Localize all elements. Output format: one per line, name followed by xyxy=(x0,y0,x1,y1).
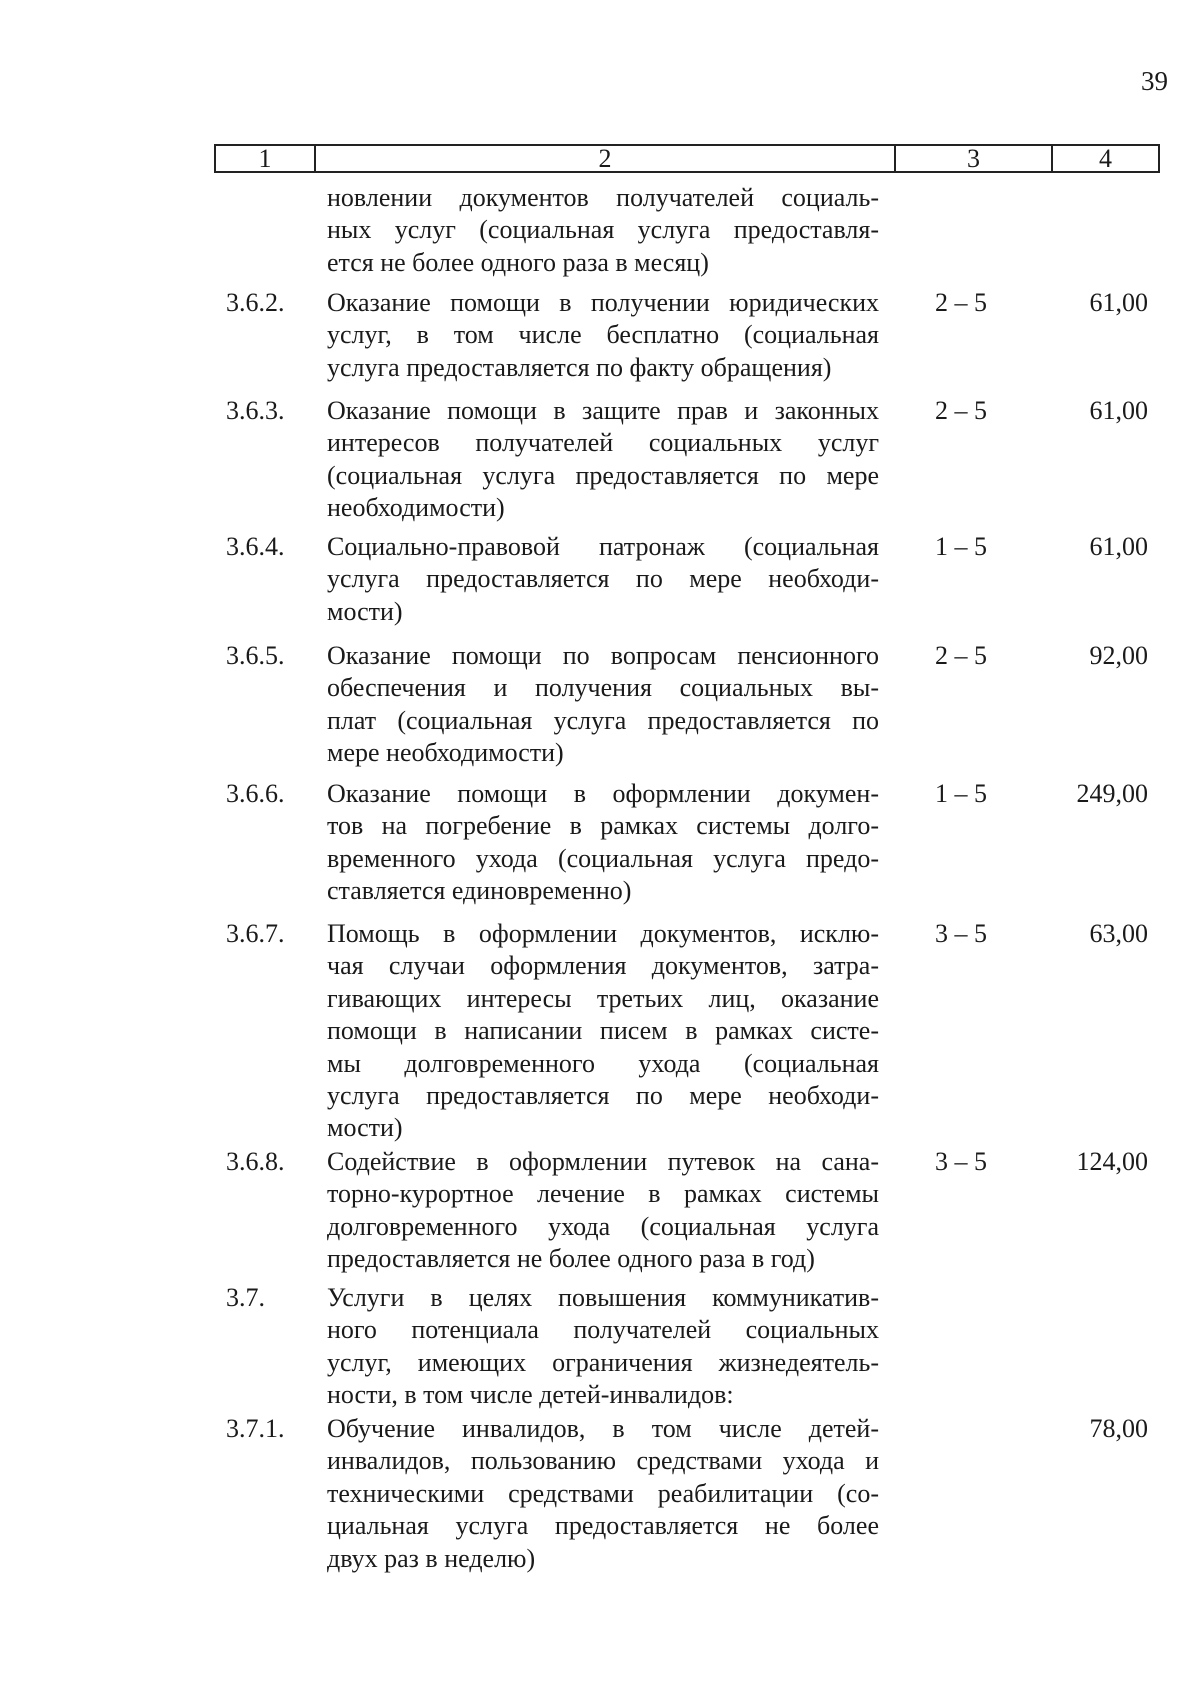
row-number: 3.7.1. xyxy=(226,1414,285,1443)
description-line: Оказание помощи в защите прав и законных xyxy=(327,396,879,425)
row-description xyxy=(327,531,879,628)
description-line: временного ухода (социальная услуга предо- xyxy=(327,843,879,873)
description-line: Помощь в оформлении документов, исклю- xyxy=(327,919,879,948)
row-description xyxy=(327,182,879,279)
row-range: 3 – 5 xyxy=(935,919,987,948)
row-price: 249,00 xyxy=(1076,779,1148,808)
row-description xyxy=(327,287,879,384)
row-description xyxy=(327,395,879,525)
row-description xyxy=(327,918,879,1145)
description-line: Обучение инвалидов, в том числе детей- xyxy=(327,1414,879,1443)
table-header-cell-2: 2 xyxy=(316,146,896,171)
description-line: ности, в том числе детей-инвалидов: xyxy=(327,1380,734,1410)
row-range: 2 – 5 xyxy=(935,396,987,425)
row-number: 3.6.2. xyxy=(226,288,285,317)
table-header-cell-1: 1 xyxy=(216,146,316,171)
description-line: долговременного ухода (социальная услуга xyxy=(327,1211,879,1241)
description-line: предоставляется не более одного раза в год) xyxy=(327,1244,815,1274)
description-line: инвалидов, пользованию средствами ухода и xyxy=(327,1446,879,1476)
table-header-row xyxy=(214,144,1160,173)
description-line: ставляется единовременно) xyxy=(327,876,632,906)
description-line: помощи в написании писем в рамках систе- xyxy=(327,1016,879,1046)
row-number: 3.6.4. xyxy=(226,532,285,561)
description-line: Социально-правовой патронаж (социальная xyxy=(327,532,879,561)
row-price: 61,00 xyxy=(1089,396,1148,425)
row-range: 2 – 5 xyxy=(935,641,987,670)
row-range: 2 – 5 xyxy=(935,288,987,317)
row-range: 1 – 5 xyxy=(935,532,987,561)
description-line: Оказание помощи по вопросам пенсионного xyxy=(327,641,879,670)
description-line: интересов получателей социальных услуг xyxy=(327,428,879,458)
table-header-cell-4: 4 xyxy=(1099,143,1112,173)
row-price: 61,00 xyxy=(1089,532,1148,561)
row-description xyxy=(327,1282,879,1412)
description-line: плат (социальная услуга предоставляется по xyxy=(327,705,879,735)
row-range: 1 – 5 xyxy=(935,779,987,808)
row-price: 78,00 xyxy=(1089,1414,1148,1443)
description-line: ного потенциала получателей социальных xyxy=(327,1315,879,1345)
description-line: циальная услуга предоставляется не более xyxy=(327,1511,879,1541)
description-line: мере необходимости) xyxy=(327,738,564,768)
row-description xyxy=(327,778,879,908)
description-line: мости) xyxy=(327,596,403,626)
description-line: услуга предоставляется по факту обращения) xyxy=(327,352,832,382)
row-number: 3.7. xyxy=(226,1283,265,1312)
description-line: ется не более одного раза в месяц) xyxy=(327,247,709,277)
row-number: 3.6.8. xyxy=(226,1147,285,1176)
description-line: (социальная услуга предоставляется по мере xyxy=(327,460,879,490)
row-number: 3.6.7. xyxy=(226,919,285,948)
row-price: 61,00 xyxy=(1089,288,1148,317)
row-range: 3 – 5 xyxy=(935,1147,987,1176)
description-line: двух раз в неделю) xyxy=(327,1543,536,1573)
description-line: чая случаи оформления документов, затра- xyxy=(327,951,879,981)
row-number: 3.6.3. xyxy=(226,396,285,425)
description-line: ных услуг (социальная услуга предоставля- xyxy=(327,215,879,245)
row-description xyxy=(327,1146,879,1276)
row-description xyxy=(327,1413,879,1575)
description-line: Услуги в целях повышения коммуникатив- xyxy=(327,1283,879,1312)
description-line: Оказание помощи в оформлении докумен- xyxy=(327,779,879,808)
page-number: 39 xyxy=(1141,66,1168,96)
description-line: обеспечения и получения социальных вы- xyxy=(327,673,879,703)
row-number: 3.6.6. xyxy=(226,779,285,808)
row-price: 92,00 xyxy=(1089,641,1148,670)
table-header-cell-3: 3 xyxy=(896,146,1053,171)
row-description xyxy=(327,640,879,770)
description-line: услуга предоставляется по мере необходи- xyxy=(327,564,879,594)
description-line: мости) xyxy=(327,1113,403,1143)
description-line: торно-курортное лечение в рамках системы xyxy=(327,1179,879,1209)
description-line: гивающих интересы третьих лиц, оказание xyxy=(327,983,879,1013)
row-price: 124,00 xyxy=(1076,1147,1148,1176)
description-line: услуг, имеющих ограничения жизнедеятель- xyxy=(327,1347,879,1377)
description-line: Оказание помощи в получении юридических xyxy=(327,288,879,317)
description-line: новлении документов получателей социаль- xyxy=(327,183,879,212)
description-line: Содействие в оформлении путевок на сана- xyxy=(327,1147,879,1176)
description-line: мы долговременного ухода (социальная xyxy=(327,1048,879,1078)
description-line: техническими средствами реабилитации (со- xyxy=(327,1478,879,1508)
description-line: тов на погребение в рамках системы долго- xyxy=(327,811,879,841)
description-line: услуг, в том числе бесплатно (социальная xyxy=(327,320,879,350)
row-number: 3.6.5. xyxy=(226,641,285,670)
row-price: 63,00 xyxy=(1089,919,1148,948)
description-line: необходимости) xyxy=(327,493,505,523)
description-line: услуга предоставляется по мере необходи- xyxy=(327,1081,879,1111)
